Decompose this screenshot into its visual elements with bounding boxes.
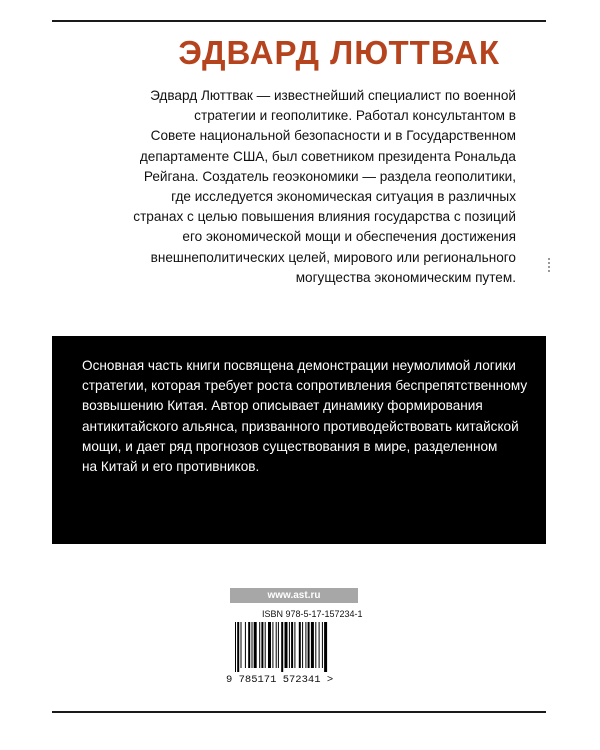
bio-line: могущества экономическим путем.	[295, 269, 516, 285]
annotation-line: стратегии, которая требует роста сопротивления беспрепятственному	[82, 378, 528, 394]
bio-line: внешнеполитических целей, мирового или регионального	[150, 249, 516, 265]
spine-marks	[546, 258, 552, 274]
book-annotation	[82, 356, 552, 477]
annotation-line: мощи, и дает ряд прогнозов существования в мире, разделенном	[82, 438, 498, 454]
bio-line: департаменте США, был советником президента Рональда	[139, 148, 516, 164]
annotation-line: антикитайского альянса, призванного противодействовать китайской	[82, 418, 519, 434]
bio-line: где исследуется экономическая ситуация в различных	[171, 189, 516, 205]
isbn-text: ISBN 978-5-17-157234-1	[262, 609, 363, 619]
annotation-line: возвышению Китая. Автор описывает динамику формирования	[82, 398, 483, 414]
annotation-line: на Китай и его противников.	[82, 459, 260, 475]
bio-line: странах с целью повышения влияния государства с позиций	[133, 209, 516, 225]
barcode-icon	[232, 622, 364, 672]
bio-line: Рейгана. Создатель геоэкономики — раздела геополитики,	[143, 168, 516, 184]
barcode-digits: 9 785171 572341 >	[226, 674, 334, 686]
bottom-rule	[52, 711, 546, 713]
author-bio	[82, 86, 516, 288]
author-name: ЭДВАРД ЛЮТТВАК	[178, 34, 500, 71]
bio-line: Совете национальной безопасности и в Государственном	[150, 128, 516, 144]
annotation-line: Основная часть книги посвящена демонстрации неумолимой логики	[82, 358, 516, 373]
top-rule	[52, 20, 546, 22]
bio-line: его экономической мощи и обеспечения достижения	[182, 229, 516, 245]
bio-line: стратегии и геополитике. Работал консультантом в	[194, 108, 516, 124]
bio-line: Эдвард Люттвак — известнейший специалист по военной	[150, 88, 516, 103]
website-label: www.ast.ru	[230, 588, 358, 603]
